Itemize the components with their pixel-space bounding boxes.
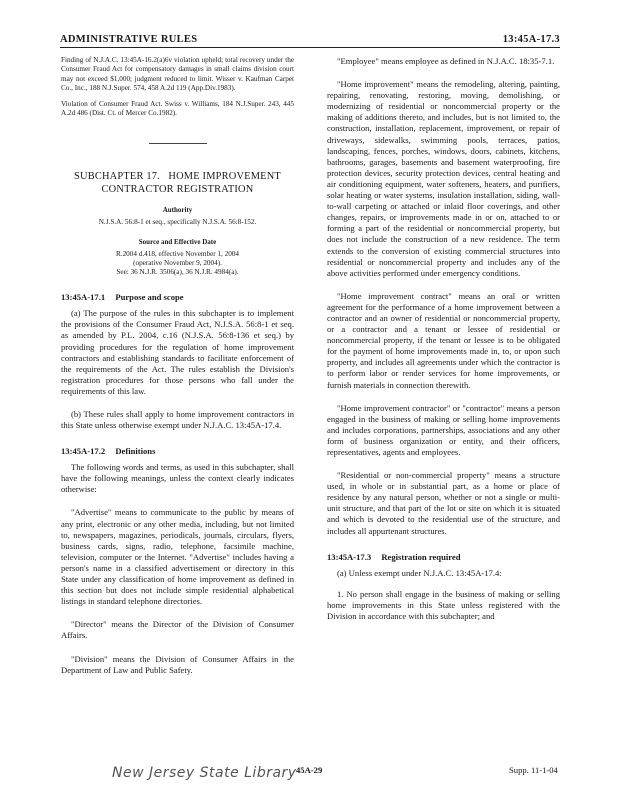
source-line: (operative November 9, 2004). (133, 258, 222, 267)
section-divider (149, 143, 207, 144)
page-number: 45A-29 (296, 765, 323, 775)
header-rule (60, 47, 560, 48)
section-number: 13:45A-17.1 (61, 292, 106, 303)
source-text (61, 250, 294, 278)
page-footer (0, 761, 620, 791)
paragraph: The following words and terms, as used in this subchapter, shall have the following meanings, unless the context clearly indicates otherwise: (61, 462, 294, 495)
definition-director: "Director" means the Director of the Division of Consumer Affairs. (61, 619, 294, 641)
subchapter-title-line: CONTRACTOR REGISTRATION (101, 184, 254, 196)
authority-heading: Authority (162, 206, 193, 215)
left-column (61, 56, 294, 676)
section-title: Purpose and scope (115, 292, 184, 303)
definition-division: "Division" means the Division of Consumer Affairs in the Department of Law and Public Safety. (61, 653, 294, 675)
section-number: 13:45A-17.2 (61, 446, 106, 457)
section-heading-17-2 (61, 446, 294, 457)
authority-text: N.J.S.A. 56:8-1 et seq., specifically N.J.S.A. 56:8-152. (98, 218, 257, 227)
case-note: Finding of N.J.A.C. 13:45A-16.2(a)6v violation upheld; total recovery under the Consumer Fraud Act for compensatory damages in small claims division court may not exceed $1,000; judgment reduced to limit. Wisser v. Kaufman Carpet Co., Inc., 188 N.J.Super. 574, 458 A.2d 119 (App.Div.1983). (61, 56, 294, 93)
section-number: 13:45A-17.3 (327, 551, 372, 562)
right-column (327, 56, 560, 622)
section-title: Definitions (115, 446, 156, 457)
definition-home-improvement: "Home improvement" means the remodeling, altering, painting, repairing, renovating, restoring, moving, demolishing, or modernizing of residential or noncommercial property or the making of additions thereto, and includes, but is not limited to, the construction, installation, replacement, improvement, or repair of driveways, sidewalks, swimming pools, terraces, patios, landscaping, fences, porches, windows, doors, cabinets, kitchens, bathrooms, garages, basements and basement waterproofing, fire protection devices, security protection devices, central heating and air conditioning equipment, water softeners, heaters, and purifiers, solar heating or water systems, insulation installation, siding, wall-to-wall carpeting or attached or inlaid floor coverings, and other changes, repairs, or improvements made in or on, attached to or forming a part of the residential or noncommercial property, but does not include the construction of a new residence. The term extends to the conversion of existing commercial structures into residential or noncommercial property and includes any of the above activities performed under emergency conditions. (327, 79, 560, 278)
source-heading: Source and Effective Date (138, 237, 217, 246)
paragraph: (b) These rules shall apply to home improvement contractors in this State unless otherwise exempt under N.J.A.C. 13:45A-17.4. (61, 409, 294, 431)
paragraph: (a) Unless exempt under N.J.A.C. 13:45A-17.4: (337, 567, 502, 578)
header-title: ADMINISTRATIVE RULES (60, 34, 198, 45)
running-header (60, 30, 560, 45)
list-item: 1. No person shall engage in the business of making or selling home improvements in this State unless registered with the Division in accordance with this subchapter; and (327, 588, 560, 621)
library-stamp: New Jersey State Library (112, 765, 297, 781)
source-line: See: 36 N.J.R. 3506(a), 36 N.J.R. 4984(a). (116, 268, 239, 277)
section-title: Registration required (381, 551, 461, 562)
section-heading-17-1 (61, 292, 294, 303)
source-line: R.2004 d.418, effective November 1, 2004 (115, 249, 240, 258)
definition-employee: "Employee" means employee as defined in N.J.A.C. 18:35-7.1. (337, 56, 555, 66)
supplement-date: Supp. 11-1-04 (509, 765, 558, 775)
subchapter-heading (61, 170, 294, 196)
paragraph: (a) The purpose of the rules in this subchapter is to implement the provisions of the Consumer Fraud Act, N.J.S.A. 56:8-1 et seq. as amended by P.L. 2004, c.16 (N.J.S.A. 56:8-136 et seq.) by providing procedures for the regulation of home improvement contractors and establishing standards to facilitate enforcement of the requirements of the Act. The rules establish the Division's registration procedures for those persons who fall under the requirements of this law. (61, 308, 294, 396)
definition-home-improvement-contract: "Home improvement contract" means an oral or written agreement for the performance of a home improvement between a contractor and an owner of residential or noncommercial property, or a contractor and a tenant or lessee of residential or noncommercial property, if the tenant or lessee is to be obligated for the payment of home improvements made in, to, or upon such property, and includes all agreements under which the contractor is to perform labor or render services for home improvements, or furnish materials in connection therewith. (327, 290, 560, 390)
definition-property: "Residential or non-commercial property" means a structure used, in whole or in substantial part, as a home or place of residence by any natural person, whether or not a single or multi-unit structure, and that part of the lot or site on which it is situated and which is devoted to the residential use of the structure, and includes all appurtenant structures. (327, 470, 560, 536)
subchapter-title-line: SUBCHAPTER 17. HOME IMPROVEMENT (74, 171, 281, 183)
definition-contractor: "Home improvement contractor" or "contractor" means a person engaged in the business of making or selling home improvements and includes corporations, partnerships, associations and any other form of business organization or entity, and their officers, representatives, agents and employees. (327, 402, 560, 457)
definition-advertise: "Advertise" means to communicate to the public by means of any print, electronic or any other media, including, but not limited to, newspapers, magazines, periodicals, journals, circulars, flyers, business cards, signs, radio, telephone, facsimile machine, television, computer or the Internet. "Advertise" includes having a person's name in a classified advertisement or directory in this State under any classification of home improvement as defined in this section but does not include simple residential alphabetical listings in standard telephone directories. (61, 507, 294, 607)
section-heading-17-3 (327, 552, 560, 563)
header-section-number: 13:45A-17.3 (502, 34, 560, 45)
case-note: Violation of Consumer Fraud Act. Swiss v. Williams, 184 N.J.Super. 243, 445 A.2d 486 (Dist. Ct. of Mercer Co.1982). (61, 99, 294, 118)
